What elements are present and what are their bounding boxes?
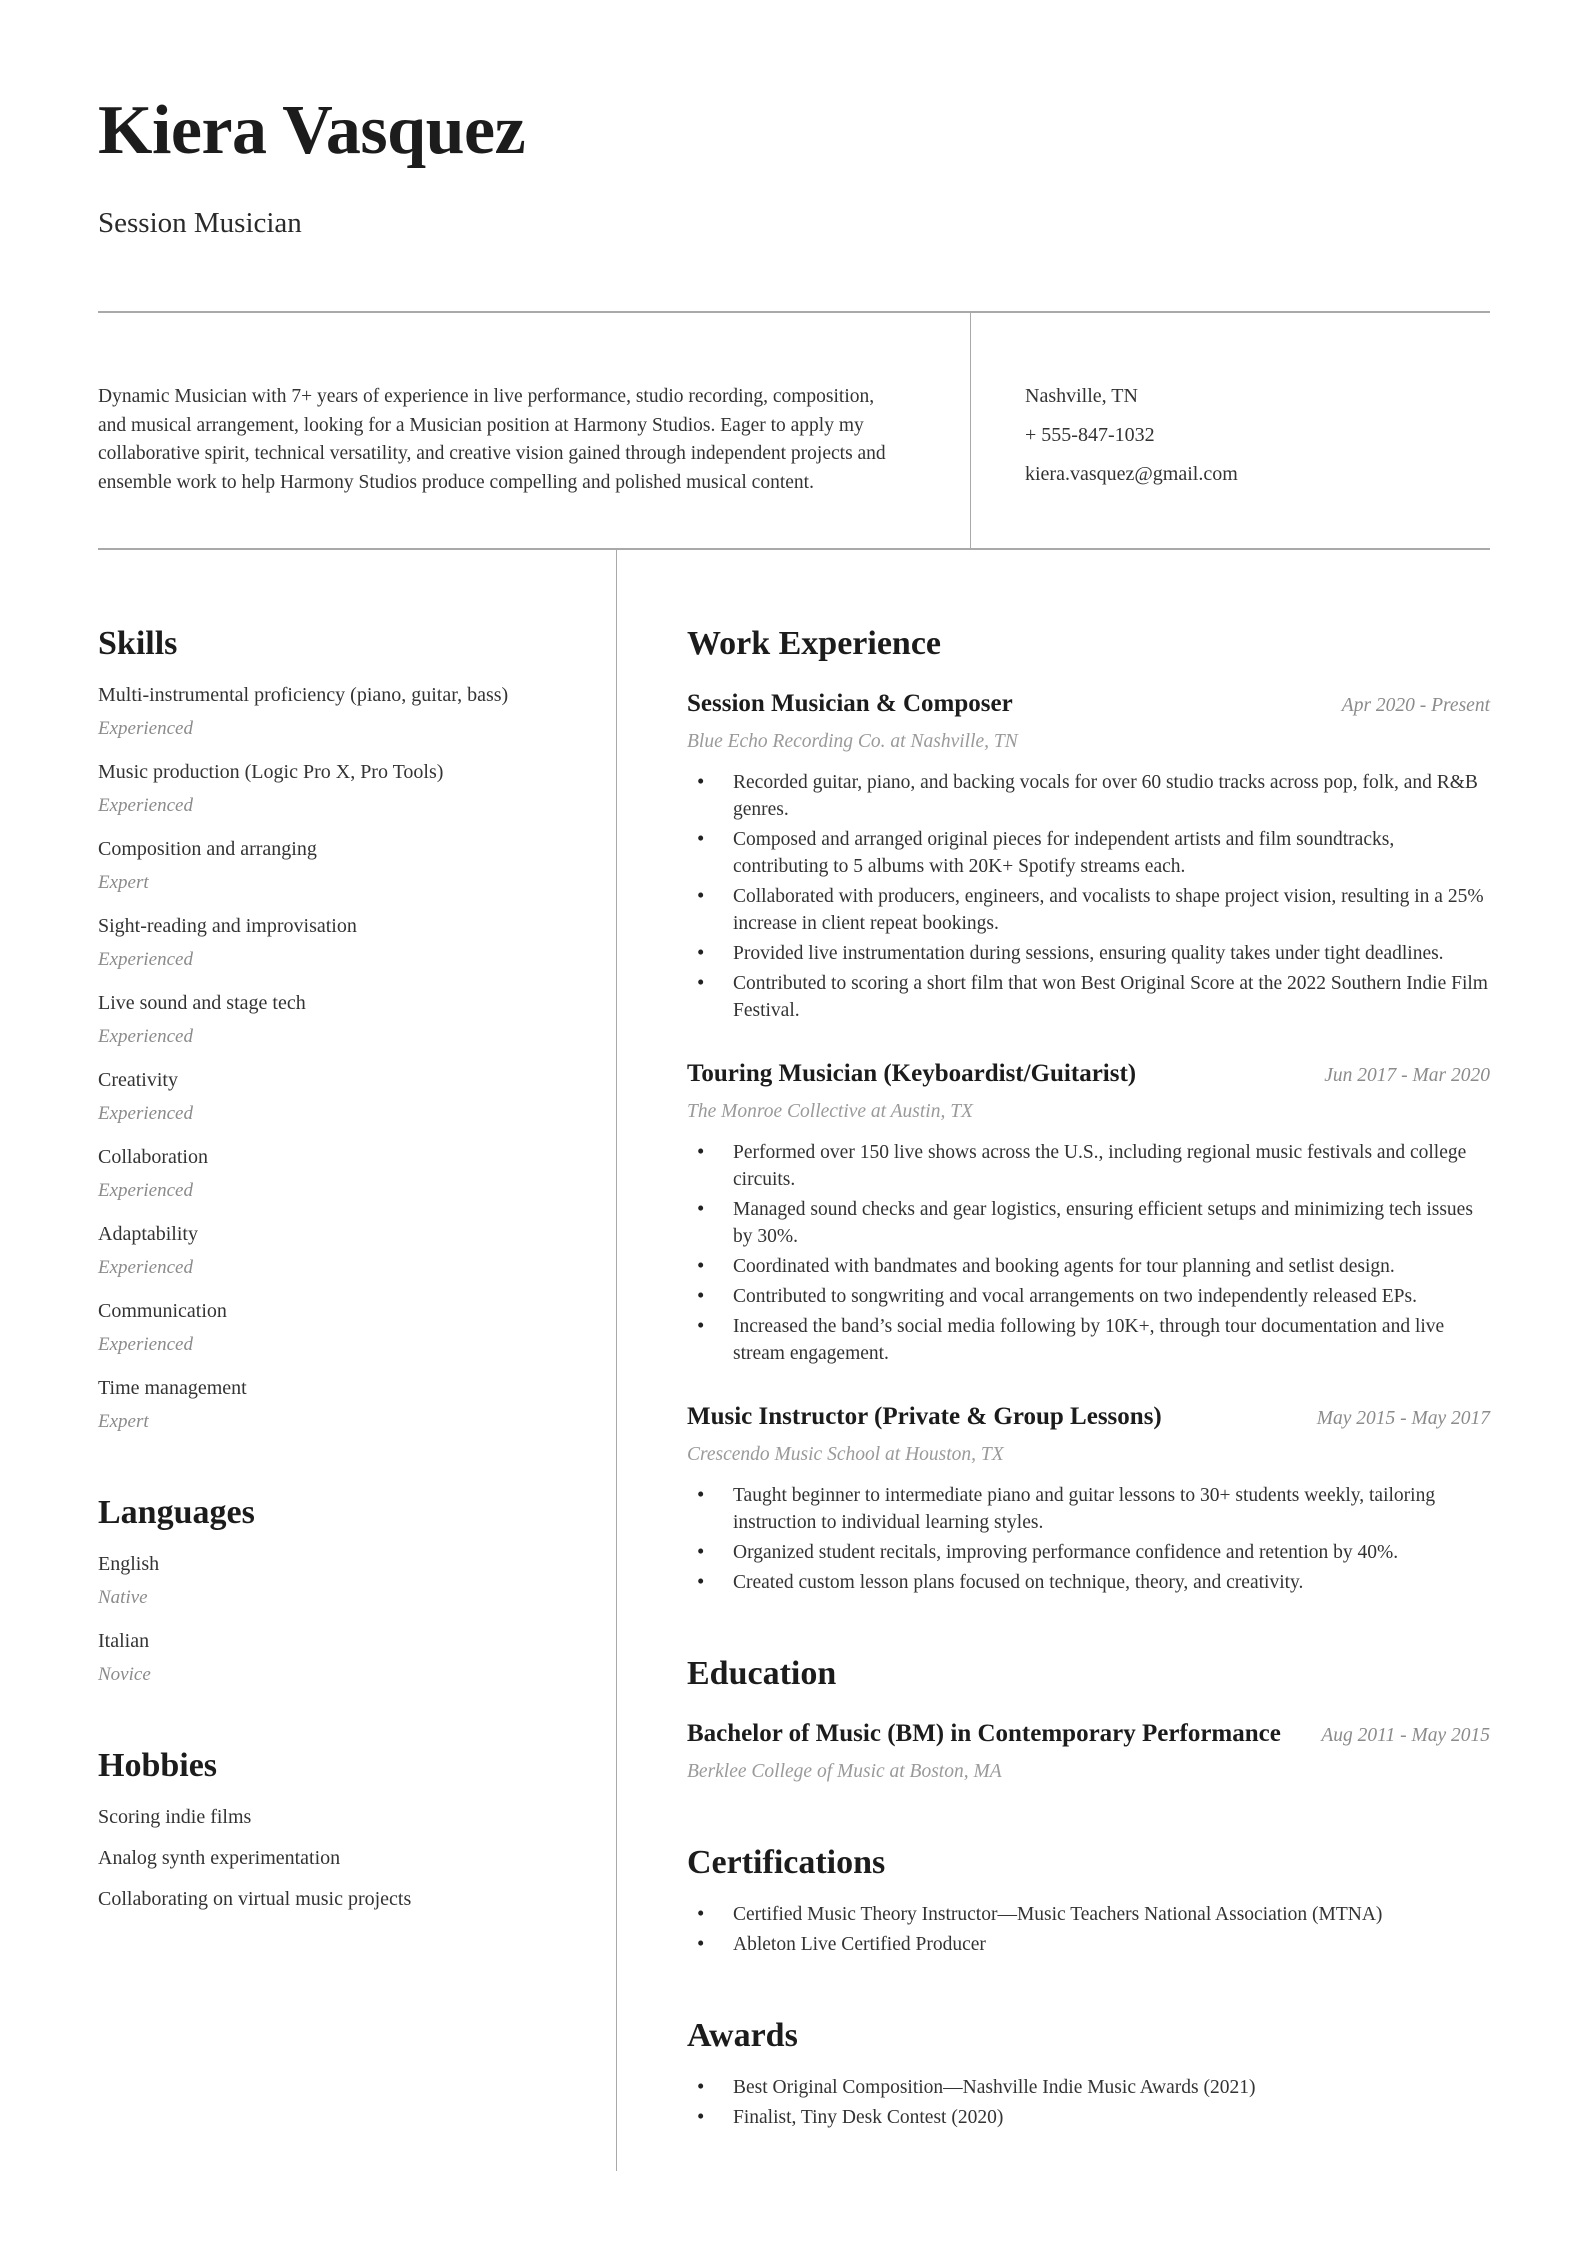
job-bullet-list [687, 1482, 1490, 1596]
skill-level: Experienced [98, 718, 193, 740]
job-title: Music Instructor (Private & Group Lessons) [687, 1403, 1162, 1431]
person-job-title: Session Musician [98, 207, 302, 240]
job-entry [687, 688, 1490, 1024]
main-columns [98, 550, 1490, 2171]
job-dates: Apr 2020 - Present [1341, 695, 1490, 717]
job-bullet: • Performed over 150 live shows across the U.S., including regional music festivals and college circuits. [687, 1139, 1490, 1193]
languages-heading: Languages [98, 1494, 255, 1532]
contact-block [970, 313, 1490, 548]
skill-level: Experienced [98, 1103, 193, 1125]
skill-name: Sight-reading and improvisation [98, 915, 357, 938]
education-school: Berklee College of Music at Boston, MA [687, 1761, 1002, 1783]
contact-email: kiera.vasquez@gmail.com [1025, 463, 1238, 486]
job-dates: Jun 2017 - Mar 2020 [1324, 1065, 1490, 1087]
intro-section [98, 311, 1490, 550]
summary-block [98, 313, 970, 548]
skill-name: Composition and arranging [98, 838, 317, 861]
job-bullet: • Composed and arranged original pieces for independent artists and film soundtracks, contributing to 5 albums with 20K+ Spotify streams each. [687, 826, 1490, 880]
skill-name: Communication [98, 1300, 227, 1323]
certification-item: • Certified Music Theory Instructor—Music Teachers National Association (MTNA) [687, 1901, 1490, 1928]
education-entry [687, 1718, 1490, 1785]
job-header [687, 1058, 1490, 1089]
job-bullet: • Collaborated with producers, engineers, and vocalists to shape project vision, resulting in a 25% increase in client repeat bookings. [687, 883, 1490, 937]
job-title: Session Musician & Composer [687, 690, 1013, 718]
job-bullet: • Taught beginner to intermediate piano and guitar lessons to 30+ students weekly, tailoring instruction to individual learning styles. [687, 1482, 1490, 1536]
job-bullet: • Recorded guitar, piano, and backing vocals for over 60 studio tracks across pop, folk, and R&B genres. [687, 769, 1490, 823]
job-bullet: • Coordinated with bandmates and booking agents for tour planning and setlist design. [687, 1253, 1490, 1280]
job-company: The Monroe Collective at Austin, TX [687, 1101, 973, 1123]
sidebar-column [98, 550, 616, 2171]
awards-list [687, 2074, 1490, 2131]
job-bullet: • Contributed to songwriting and vocal arrangements on two independently released EPs. [687, 1283, 1490, 1310]
job-bullet: • Organized student recitals, improving performance confidence and retention by 40%. [687, 1539, 1490, 1566]
job-entry [687, 1058, 1490, 1367]
certifications-list [687, 1901, 1490, 1958]
skill-name: Adaptability [98, 1223, 198, 1246]
awards-heading: Awards [687, 2017, 798, 2055]
person-name: Kiera Vasquez [98, 92, 526, 169]
summary-text: Dynamic Musician with 7+ years of experience in live performance, studio recording, composition, and musical arrangement, looking for a Musician position at Harmony Studios. Eager to apply my collaborative spirit, technical versatility, and creative vision gained through independent projects and ensemble work to help Harmony Studios produce compelling and polished musical content. [98, 386, 886, 493]
job-title: Touring Musician (Keyboardist/Guitarist) [687, 1060, 1137, 1088]
contact-phone: + 555-847-1032 [1025, 424, 1155, 447]
skill-level: Experienced [98, 1026, 193, 1048]
job-bullet-list [687, 1139, 1490, 1367]
skill-item [98, 759, 558, 819]
skills-heading: Skills [98, 625, 178, 663]
language-level: Novice [98, 1664, 151, 1686]
job-bullet: • Contributed to scoring a short film that won Best Original Score at the 2022 Southern Indie Film Festival. [687, 970, 1490, 1024]
skill-level: Experienced [98, 1257, 193, 1279]
hobby-item: Scoring indie films [98, 1806, 252, 1829]
award-item: • Best Original Composition—Nashville Indie Music Awards (2021) [687, 2074, 1490, 2101]
award-item: • Finalist, Tiny Desk Contest (2020) [687, 2104, 1490, 2131]
skill-name: Time management [98, 1377, 247, 1400]
resume-header [98, 0, 1490, 241]
job-bullet: • Created custom lesson plans focused on technique, theory, and creativity. [687, 1569, 1490, 1596]
skill-item [98, 1375, 558, 1435]
hobbies-heading: Hobbies [98, 1747, 218, 1785]
skill-name: Multi-instrumental proficiency (piano, guitar, bass) [98, 684, 509, 707]
skill-level: Expert [98, 872, 149, 894]
job-bullet-list [687, 769, 1490, 1024]
skill-level: Experienced [98, 949, 193, 971]
hobby-item: Collaborating on virtual music projects [98, 1888, 412, 1911]
hobby-item: Analog synth experimentation [98, 1847, 341, 1870]
language-name: English [98, 1553, 160, 1576]
skill-name: Creativity [98, 1069, 178, 1092]
hobbies-list [98, 1804, 558, 1913]
work-experience-heading: Work Experience [687, 625, 942, 663]
language-item [98, 1628, 558, 1688]
certification-item: • Ableton Live Certified Producer [687, 1931, 1490, 1958]
language-level: Native [98, 1587, 148, 1609]
content-column [616, 550, 1490, 2171]
job-header [687, 688, 1490, 719]
job-company: Blue Echo Recording Co. at Nashville, TN [687, 731, 1018, 753]
skill-item [98, 682, 558, 742]
skill-item [98, 1067, 558, 1127]
skill-level: Experienced [98, 1180, 193, 1202]
education-heading: Education [687, 1655, 837, 1693]
certifications-heading: Certifications [687, 1844, 886, 1882]
job-dates: May 2015 - May 2017 [1316, 1408, 1490, 1430]
languages-list [98, 1551, 558, 1688]
education-dates: Aug 2011 - May 2015 [1321, 1725, 1490, 1747]
job-header [687, 1401, 1490, 1432]
education-header [687, 1718, 1490, 1749]
skill-item [98, 913, 558, 973]
contact-location: Nashville, TN [1025, 385, 1138, 408]
skill-level: Experienced [98, 795, 193, 817]
job-bullet: • Increased the band’s social media following by 10K+, through tour documentation and live stream engagement. [687, 1313, 1490, 1367]
skill-item [98, 1221, 558, 1281]
education-degree: Bachelor of Music (BM) in Contemporary Performance [687, 1720, 1281, 1748]
language-item [98, 1551, 558, 1611]
skills-list [98, 682, 558, 1435]
skill-level: Expert [98, 1411, 149, 1433]
skill-name: Live sound and stage tech [98, 992, 306, 1015]
job-company: Crescendo Music School at Houston, TX [687, 1444, 1004, 1466]
skill-name: Collaboration [98, 1146, 208, 1169]
language-name: Italian [98, 1630, 150, 1653]
job-bullet: • Provided live instrumentation during sessions, ensuring quality takes under tight deadlines. [687, 940, 1490, 967]
job-bullet: • Managed sound checks and gear logistics, ensuring efficient setups and minimizing tech issues by 30%. [687, 1196, 1490, 1250]
skill-item [98, 1298, 558, 1358]
skill-item [98, 990, 558, 1050]
job-entry [687, 1401, 1490, 1596]
skill-name: Music production (Logic Pro X, Pro Tools) [98, 761, 444, 784]
skill-item [98, 1144, 558, 1204]
skill-level: Experienced [98, 1334, 193, 1356]
skill-item [98, 836, 558, 896]
